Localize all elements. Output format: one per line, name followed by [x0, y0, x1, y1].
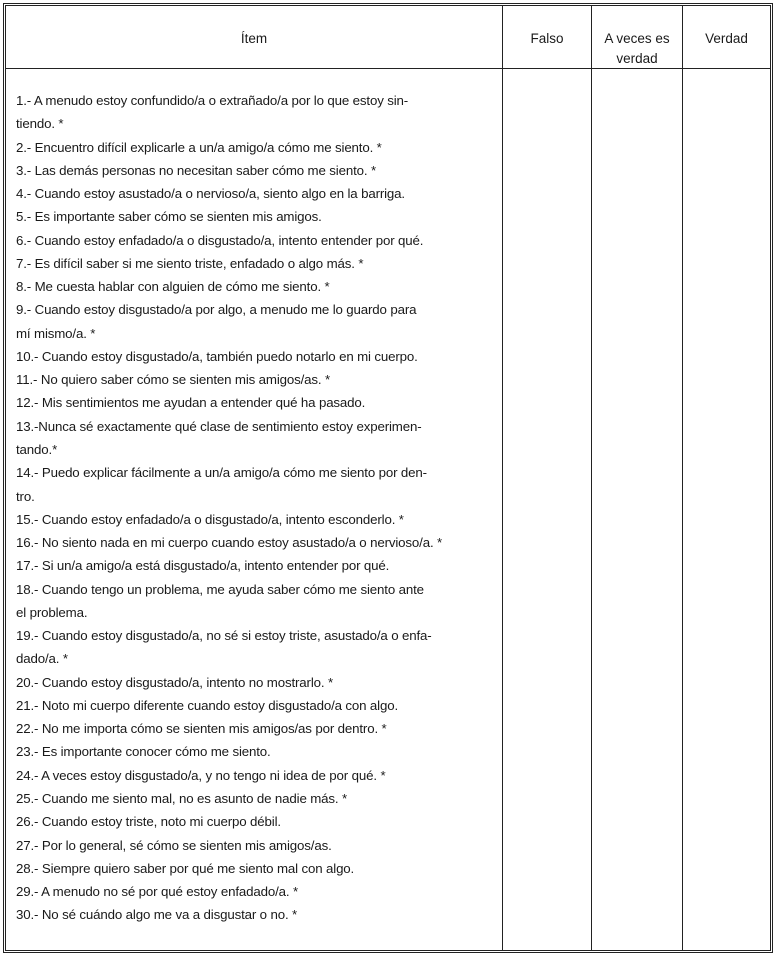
item-row — [16, 903, 442, 926]
item-text-line: dado/a. * — [16, 651, 68, 667]
item-text-line: 10.- Cuando estoy disgustado/a, también puedo notarlo en mi cuerpo. — [16, 348, 418, 364]
column-divider — [682, 6, 683, 950]
item-text-line: 17.- Si un/a amigo/a está disgustado/a, intento entender por qué. — [16, 558, 390, 574]
item-text-line: 6.- Cuando estoy enfadado/a o disgustado/a, intento entender por qué. — [16, 232, 424, 248]
item-text-line: 18.- Cuando tengo un problema, me ayuda saber cómo me siento ante — [16, 581, 424, 597]
item-row — [16, 182, 442, 205]
item-row — [16, 787, 442, 810]
item-text-line: 28.- Siempre quiero saber por qué me siento mal con algo. — [16, 860, 355, 876]
item-text-line: 23.- Es importante conocer cómo me siento. — [16, 744, 271, 760]
item-text-line: 9.- Cuando estoy disgustado/a por algo, a menudo me lo guardo para — [16, 302, 417, 318]
item-text-line: 4.- Cuando estoy asustado/a o nervioso/a, siento algo en la barriga. — [16, 186, 405, 202]
item-row — [16, 624, 442, 671]
item-row — [16, 368, 442, 391]
item-text-line: 7.- Es difícil saber si me siento triste, enfadado o algo más. * — [16, 255, 364, 271]
item-text-line: 3.- Las demás personas no necesitan saber cómo me siento. * — [16, 162, 376, 178]
header-a-veces — [592, 29, 682, 69]
item-text-line: mí mismo/a. * — [16, 325, 96, 341]
item-text-line: 5.- Es importante saber cómo se sienten mis amigos. — [16, 209, 322, 225]
item-text-line: 19.- Cuando estoy disgustado/a, no sé si estoy triste, asustado/a o enfa- — [16, 628, 432, 644]
item-text-line: 30.- No sé cuándo algo me va a disgustar o no. * — [16, 907, 298, 923]
column-divider — [502, 6, 503, 950]
item-row — [16, 252, 442, 275]
item-row — [16, 89, 442, 136]
item-text-line: 21.- Noto mi cuerpo diferente cuando estoy disgustado/a con algo. — [16, 697, 399, 713]
item-text-line: 29.- A menudo no sé por qué estoy enfadado/a. * — [16, 884, 299, 900]
item-text-line: tiendo. * — [16, 116, 64, 132]
item-text-line: 22.- No me importa cómo se sienten mis amigos/as por dentro. * — [16, 721, 387, 737]
item-text-line: 12.- Mis sentimientos me ayudan a entender qué ha pasado. — [16, 395, 366, 411]
item-list — [16, 89, 442, 927]
item-text-line: 24.- A veces estoy disgustado/a, y no tengo ni idea de por qué. * — [16, 767, 386, 783]
item-row — [16, 578, 442, 625]
item-row — [16, 764, 442, 787]
item-row — [16, 229, 442, 252]
item-text-line: 2.- Encuentro difícil explicarle a un/a amigo/a cómo me siento. * — [16, 139, 382, 155]
item-row — [16, 205, 442, 228]
item-text-line: el problema. — [16, 604, 88, 620]
header-verdad: Verdad — [705, 31, 748, 46]
item-row — [16, 834, 442, 857]
header-a-veces-line: A veces es — [604, 31, 670, 46]
item-row — [16, 554, 442, 577]
header-falso: Falso — [530, 31, 564, 46]
item-text-line: 16.- No siento nada en mi cuerpo cuando estoy asustado/a o nervioso/a. * — [16, 535, 443, 551]
item-text-line: 27.- Por lo general, sé cómo se sienten mis amigos/as. — [16, 837, 332, 853]
item-row — [16, 531, 442, 554]
item-text-line: 11.- No quiero saber cómo se sienten mis amigos/as. * — [16, 372, 331, 388]
item-row — [16, 880, 442, 903]
item-row — [16, 694, 442, 717]
column-divider — [591, 6, 592, 950]
item-text-line: 20.- Cuando estoy disgustado/a, intento no mostrarlo. * — [16, 674, 333, 690]
header-a-veces-line: verdad — [616, 51, 658, 66]
item-row — [16, 415, 442, 462]
item-row — [16, 857, 442, 880]
item-text-line: tro. — [16, 488, 35, 504]
item-text-line: 8.- Me cuesta hablar con alguien de cómo me siento. * — [16, 279, 330, 295]
item-row — [16, 740, 442, 763]
item-row — [16, 298, 442, 345]
item-text-line: 26.- Cuando estoy triste, noto mi cuerpo débil. — [16, 814, 281, 830]
item-row — [16, 136, 442, 159]
item-row — [16, 345, 442, 368]
item-row — [16, 159, 442, 182]
item-row — [16, 810, 442, 833]
item-text-line: 1.- A menudo estoy confundido/a o extrañado/a por lo que estoy sin- — [16, 93, 409, 108]
item-row — [16, 671, 442, 694]
item-row — [16, 391, 442, 414]
item-text-line: 14.- Puedo explicar fácilmente a un/a amigo/a cómo me siento por den- — [16, 465, 427, 481]
item-text-line: 13.-Nunca sé exactamente qué clase de sentimiento estoy experimen- — [16, 418, 422, 434]
item-text-line: 15.- Cuando estoy enfadado/a o disgustado/a, intento esconderlo. * — [16, 511, 404, 527]
item-row — [16, 275, 442, 298]
header-item: Ítem — [240, 31, 268, 46]
item-row — [16, 508, 442, 531]
item-row — [16, 461, 442, 508]
item-text-line: 25.- Cuando me siento mal, no es asunto de nadie más. * — [16, 790, 348, 806]
item-row — [16, 717, 442, 740]
item-text-line: tando.* — [16, 441, 58, 457]
